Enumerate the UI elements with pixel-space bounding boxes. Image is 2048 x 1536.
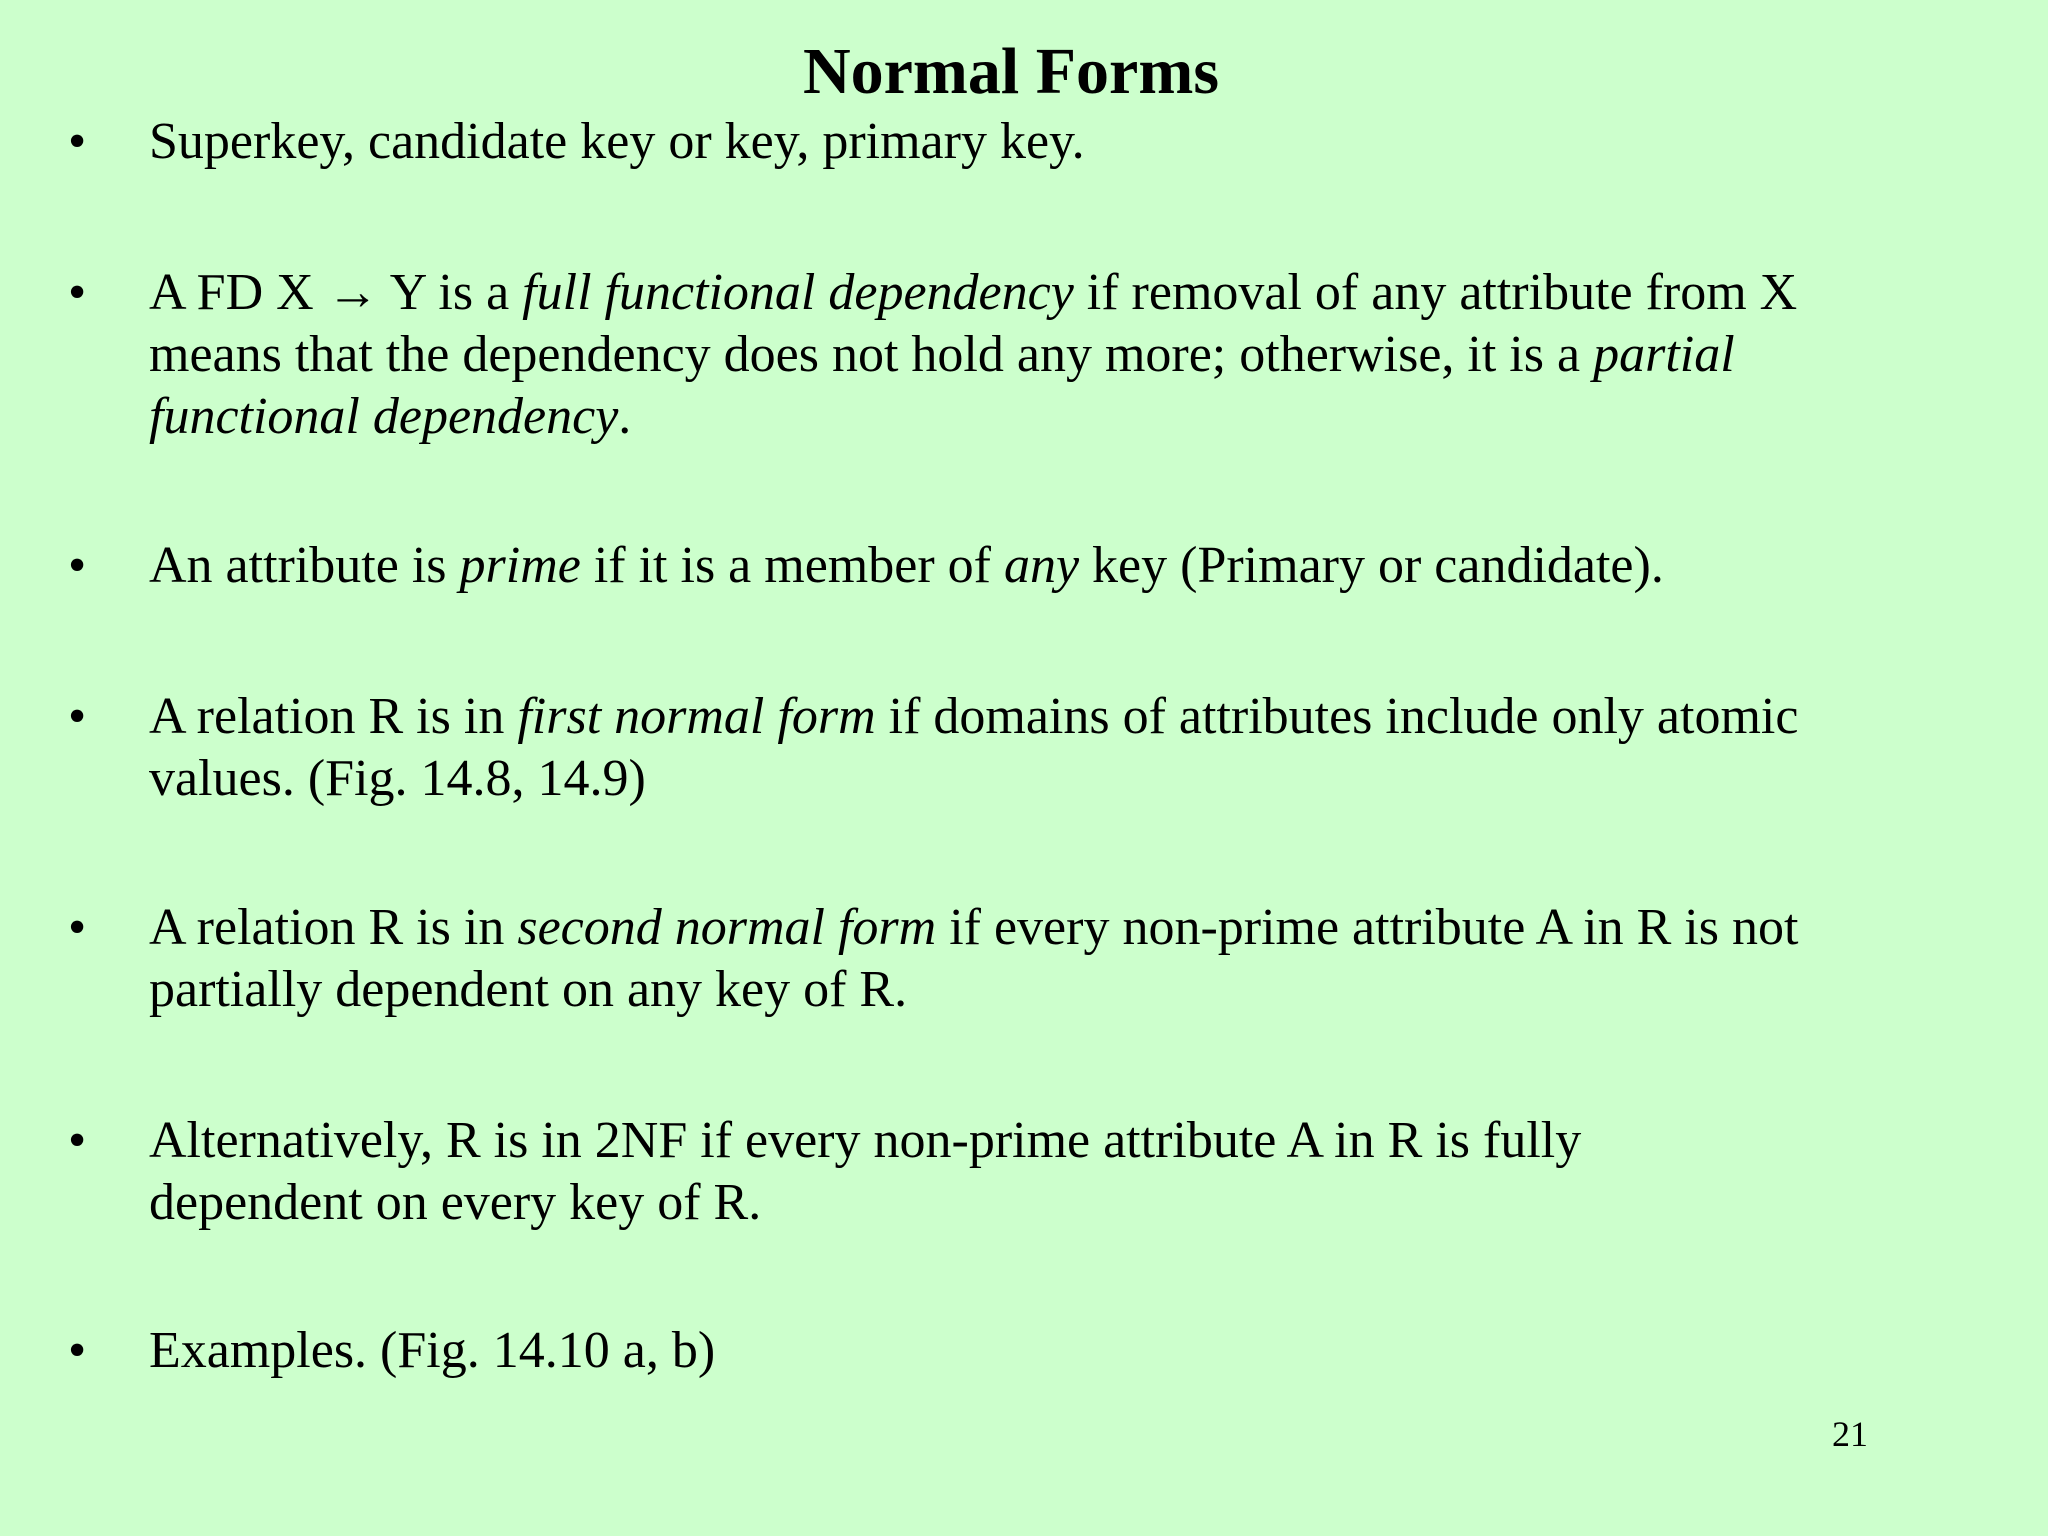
- emphasized-term: prime: [459, 537, 581, 594]
- text-run: dependent on every key of R.: [149, 1174, 762, 1231]
- bullet-icon: •: [68, 537, 87, 594]
- bullet-text: [149, 686, 2048, 810]
- bullet-text: [149, 897, 2048, 1021]
- page-number: 21: [1832, 1414, 1868, 1454]
- text-run: .: [618, 388, 632, 445]
- bullet-text: [149, 262, 2048, 448]
- bullet-text: [149, 1110, 2048, 1234]
- text-run: means that the dependency does not hold any more; otherwise, it is a: [149, 326, 1594, 383]
- text-run: Superkey, candidate key or key, primary key.: [149, 113, 1085, 170]
- emphasized-term: functional dependency: [149, 388, 619, 445]
- text-run: partially dependent on any key of R.: [149, 961, 908, 1018]
- bullet-icon: •: [68, 899, 87, 956]
- emphasized-term: second normal form: [517, 899, 937, 956]
- slide-title: Normal Forms: [802, 35, 1220, 108]
- text-run: if every non-prime attribute A in R is not: [936, 899, 1799, 956]
- bullet-icon: •: [68, 1322, 87, 1379]
- text-run: key (Primary or candidate).: [1079, 537, 1664, 594]
- text-run: A relation R is in: [149, 899, 518, 956]
- emphasized-term: any: [1003, 537, 1080, 594]
- text-run: values. (Fig. 14.8, 14.9): [149, 750, 646, 807]
- bullet-text: [149, 535, 2048, 597]
- emphasized-term: full functional dependency: [522, 264, 1074, 321]
- bullet-icon: •: [68, 1112, 87, 1169]
- text-run: An attribute is: [149, 537, 460, 594]
- text-run: if it is a member of: [580, 537, 1004, 594]
- bullet-text: [149, 1320, 2048, 1382]
- bullet-icon: •: [68, 264, 87, 321]
- emphasized-term: partial: [1593, 326, 1735, 383]
- text-run: Examples. (Fig. 14.10 a, b): [149, 1322, 716, 1379]
- text-run: if domains of attributes include only atomic: [875, 688, 1799, 745]
- text-run: Alternatively, R is in 2NF if every non-prime attribute A in R is fully: [149, 1112, 1582, 1169]
- text-run: A FD X → Y is a: [149, 264, 523, 321]
- emphasized-term: first normal form: [517, 688, 876, 745]
- bullet-icon: •: [68, 688, 87, 745]
- bullet-icon: •: [68, 113, 87, 170]
- bullet-text: [149, 111, 2048, 173]
- text-run: A relation R is in: [149, 688, 518, 745]
- text-run: if removal of any attribute from X: [1073, 264, 1798, 321]
